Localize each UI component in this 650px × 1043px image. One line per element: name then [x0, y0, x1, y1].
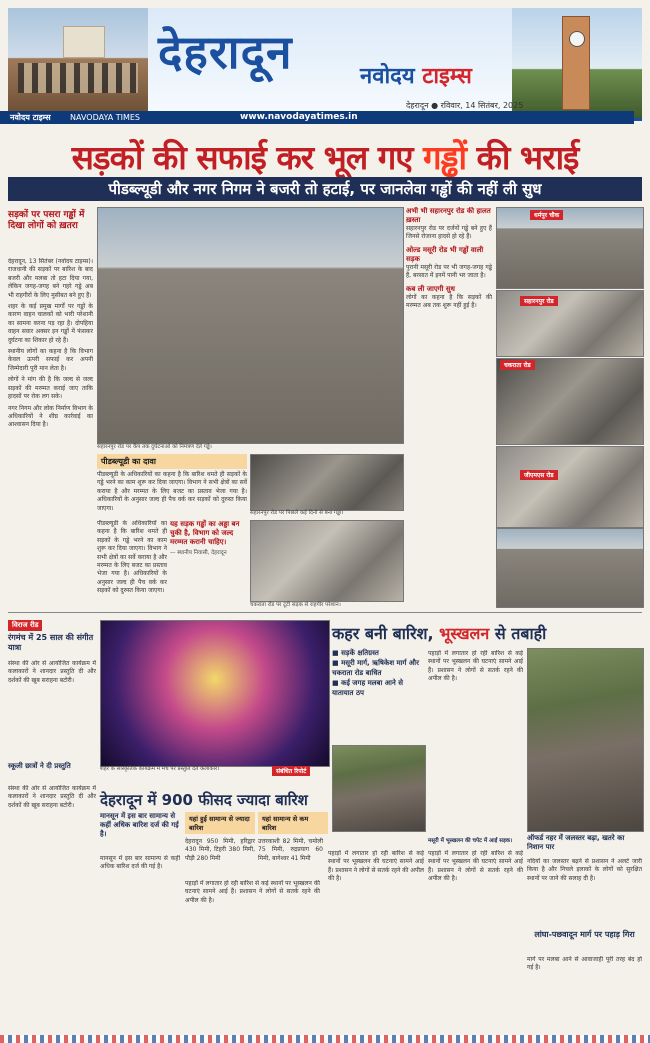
broken-road-photo: [250, 520, 404, 602]
stage-performance-photo: [100, 620, 330, 767]
landslide-photo-2: [332, 745, 426, 832]
right-photo-2: [496, 290, 644, 357]
main-photo-caption: सहारनपुर रोड पर कैंप तक दुर्घटनाओं को निमंत्रण देते गड्ढे।: [97, 444, 212, 450]
rain-caption: मसूरी में भूस्खलन की चपेट में आई सड़क।: [428, 838, 513, 844]
rain-more-title: यहां हुई सामान्य से ज्यादा बारिश: [185, 812, 255, 834]
building-image: [63, 26, 105, 58]
masthead-title: देहरादून: [158, 25, 293, 79]
pothole-road-photo: [97, 207, 404, 444]
right-photo-4: [496, 446, 644, 528]
side-title-2: लांघा-पछवादून मार्ग पर पहाड़ गिरा: [534, 930, 635, 939]
culture-body: संस्था की ओर से आयोजित कार्यक्रम में कलाकारों ने शानदार प्रस्तुति दी और दर्शकों की खूब सराहना बटोरी।: [8, 660, 96, 684]
right-photo-tag-4: जीएमएस रोड: [520, 470, 558, 480]
rain-headline: कहर बनी बारिश, भूस्खलन से तबाही: [332, 624, 547, 643]
pwd-title: पीडब्ल्यूडी का दावा: [97, 454, 247, 469]
right-photo-tag-2: सहारनपुर रोड: [520, 296, 558, 306]
page-bottom-border: [0, 1035, 650, 1043]
logo-tag-english: NAVODAYA TIMES: [70, 113, 141, 122]
lead-para-5: नगर निगम और लोक निर्माण विभाग के अधिकारियों ने शीघ्र कार्रवाई का आश्वासन दिया है।: [8, 404, 93, 429]
rain-percent-lead: मानसून में इस बार सामान्य से कहीं अधिक बारिश दर्ज की गई है।: [100, 812, 179, 838]
rain-more-list: देहरादून 950 मिमी, हरिद्वार 430 मिमी, टिहरी 380 मिमी, पौड़ी 280 मिमी: [185, 838, 255, 862]
lead-kicker: सड़कों पर पसरा गड्ढों में दिखा लोगों को ख़तरा: [8, 210, 85, 231]
rain-bullet-1: ■ सड़कें क्षतिग्रस्त: [332, 649, 379, 657]
right-para-3: लोगों का कहना है कि सड़कों की मरम्मत अब तक शुरू नहीं हुई है।: [406, 293, 492, 310]
lead-para-4: लोगों ने मांग की है कि जल्द से जल्द सड़कों की मरम्मत कराई जाए ताकि हादसों पर रोक लग सके।: [8, 376, 93, 401]
side-body-2: मार्ग पर मलबा आने से आवाजाही पूरी तरह बंद हो गई है।: [527, 956, 642, 972]
rain-less-title: यहां सामान्य से कम बारिश: [258, 812, 328, 834]
rain-bullet-3: ■ कई जगह मलबा आने से यातायात ठप: [332, 679, 403, 697]
culture-tag: विराज रीड: [8, 620, 42, 631]
stage-photo-tag: संबंधित रिपोर्ट: [272, 766, 310, 776]
rain-percent-body: मानसून में इस बार सामान्य से कहीं अधिक बारिश दर्ज की गई है।: [100, 855, 180, 871]
right-photo-5: [496, 528, 644, 608]
side-title: ऑफर्ड नहर में जलस्तर बढ़ा, खतरे का निशान पार: [527, 834, 625, 851]
right-photo-tag-3: चकराता रोड: [500, 360, 535, 370]
clock-tower-image: [562, 16, 590, 110]
pwd-body-continued: पीडब्ल्यूडी के अधिकारियों का कहना है कि बारिश थमते ही सड़कों के गड्ढे भरने का काम शुरू कर दिया जाएगा। विभाग ने सभी क्षेत्रों का सर्वे कराया है और मरम्मत के लिए बजट का प्रस्ताव भेजा गया है। अधिकारियों के अनुसार जल्द ही पैच वर्क कर सड़कों को दुरुस्त किया जाएगा।: [97, 520, 167, 595]
side-body: नदियों का जलस्तर बढ़ने से प्रशासन ने अलर्ट जारी किया है और निचले इलाकों के लोगों को सुरक्षित स्थानों पर जाने की सलाह दी है।: [527, 858, 642, 882]
right-photo-tag-1: धर्मपुर चौक: [530, 210, 563, 220]
dateline: देहरादून ● रविवार, 14 सितंबर, 2025: [406, 101, 524, 110]
right-head-3: कब ली जाएगी सुध: [406, 284, 455, 293]
lead-subheadline: पीडब्ल्यूडी और नगर निगम ने बजरी तो हटाई, पर जानलेवा गड्ढों की नहीं ली सुध: [8, 177, 642, 201]
quote-box: [170, 520, 246, 557]
right-para-2: पुरानी मसूरी रोड पर भी जगह-जगह गड्ढे हैं, बरसात में इनमें पानी भर जाता है।: [406, 263, 492, 280]
clock-icon: [569, 31, 585, 47]
fri-parade-photo: [8, 8, 148, 118]
rain-body: पहाड़ों में लगातार हो रही बारिश से कई स्थानों पर भूस्खलन की घटनाएं सामने आई हैं। प्रशासन ने लोगों से सतर्क रहने की अपील की है।: [428, 650, 523, 683]
stage-caption: शहर के सांस्कृतिक कार्यक्रम में मंच पर प्रस्तुति देते कलाकार।: [100, 766, 220, 772]
rain-less-list: उत्तरकाशी 82 मिमी, चमोली 75 मिमी, रुद्रप्रयाग 60 मिमी, बागेश्वर 41 मिमी: [258, 838, 323, 862]
logo-tag-hindi: नवोदय टाइम्स: [10, 113, 51, 122]
lead-body-column: [8, 258, 93, 603]
culture-title: रंगमंच में 25 साल की संगीत यात्रा: [8, 633, 94, 652]
right-photo-1: [496, 207, 644, 289]
rain-body-continued: पहाड़ों में लगातार हो रही बारिश से कई स्थानों पर भूस्खलन की घटनाएं सामने आई हैं। प्रशासन ने लोगों से सतर्क रहने की अपील की है।: [328, 850, 424, 883]
clock-tower-photo: [512, 8, 642, 118]
broken-road-caption: चकराता रोड पर टूटी सड़क से राहगीर परेशान।: [250, 602, 341, 608]
culture-body-continued: संस्था की ओर से आयोजित कार्यक्रम में कलाकारों ने शानदार प्रस्तुति दी और दर्शकों की खूब सराहना बटोरी।: [8, 785, 96, 809]
right-head-2: ओल्ड मसूरी रोड भी गड्ढों वाली सड़क: [406, 245, 484, 263]
closeup-caption: सहारनपुर रोड पर पिछले कई दिनों से बना गड्ढा।: [250, 510, 344, 516]
rain-percent-headline: देहरादून में 900 फीसद ज्यादा बारिश: [100, 791, 308, 809]
pwd-body: पीडब्ल्यूडी के अधिकारियों का कहना है कि बारिश थमते ही सड़कों के गड्ढे भरने का काम शुरू कर दिया जाएगा। विभाग ने सभी क्षेत्रों का सर्वे कराया है और मरम्मत के लिए बजट का प्रस्ताव भेजा गया है। अधिकारियों के अनुसार जल्द ही पैच वर्क कर सड़कों को दुरुस्त किया जाएगा।: [97, 471, 247, 512]
quote-by: — स्थानीय निवासी, देहरादून: [170, 550, 227, 556]
right-text-column: [406, 207, 492, 607]
lead-para-3: स्थानीय लोगों का कहना है कि विभाग केवल ऊपरी सफाई कर अपनी जिम्मेदारी पूरी मान लेता है।: [8, 348, 93, 372]
soldiers-image: [18, 63, 138, 93]
website-link[interactable]: www.navodayatimes.in: [240, 112, 358, 122]
rain-bullets: [332, 648, 424, 698]
lead-headline: सड़कों की सफाई कर भूल गए गड्ढों की भराई: [71, 138, 579, 177]
culture-sub: स्कूली छात्रों ने दी प्रस्तुति: [8, 762, 71, 770]
pwd-box: [97, 454, 247, 513]
rain-percent-body-2: पहाड़ों में लगातार हो रही बारिश से कई स्थानों पर भूस्खलन की घटनाएं सामने आई हैं। प्रशासन ने लोगों से सतर्क रहने की अपील की है।: [185, 880, 320, 904]
right-para-1: सहारनपुर रोड पर दर्जनों गड्ढे बने हुए हैं जिनसे रोजाना हादसे हो रहे हैं।: [406, 225, 492, 241]
lead-para-2: शहर के कई प्रमुख मार्गों पर गड्ढों के कारण वाहन चालकों को भारी परेशानी का सामना करना पड़ रहा है। दोपहिया वाहन सवार अक्सर इन गड्ढों में फंसकर दुर्घटना का शिकार हो रहे हैं।: [8, 303, 93, 344]
masthead: [8, 8, 642, 121]
pothole-closeup-photo: [250, 454, 404, 511]
lead-para-1: देहरादून, 13 सितंबर (नवोदय टाइम्स)। राजधानी की सड़कों पर बारिश के बाद बजरी और मलबा तो हटा दिया गया, लेकिन जगह-जगह बने गहरे गड्ढे अब भी राहगीरों के लिए मुसीबत बने हुए हैं।: [8, 258, 93, 299]
rain-bullet-2: ■ मसूरी मार्ग, ऋषिकेश मार्ग और चकराता रोड बाधित: [332, 659, 419, 677]
landslide-photo-1: [527, 648, 644, 832]
section-divider: [8, 612, 642, 613]
rain-body-continued-2: पहाड़ों में लगातार हो रही बारिश से कई स्थानों पर भूस्खलन की घटनाएं सामने आई हैं। प्रशासन ने लोगों से सतर्क रहने की अपील की है।: [428, 850, 523, 883]
quote-text: यह सड़क गड्ढों का अड्डा बन चुकी है, विभाग को जल्द मरम्मत करानी चाहिए।: [170, 520, 240, 546]
brand-name: नवोदय टाइम्स: [360, 64, 472, 89]
right-photo-3: [496, 358, 644, 445]
right-head-1: अभी भी सहारनपुर रोड की हालत ख़स्ता: [406, 207, 491, 224]
